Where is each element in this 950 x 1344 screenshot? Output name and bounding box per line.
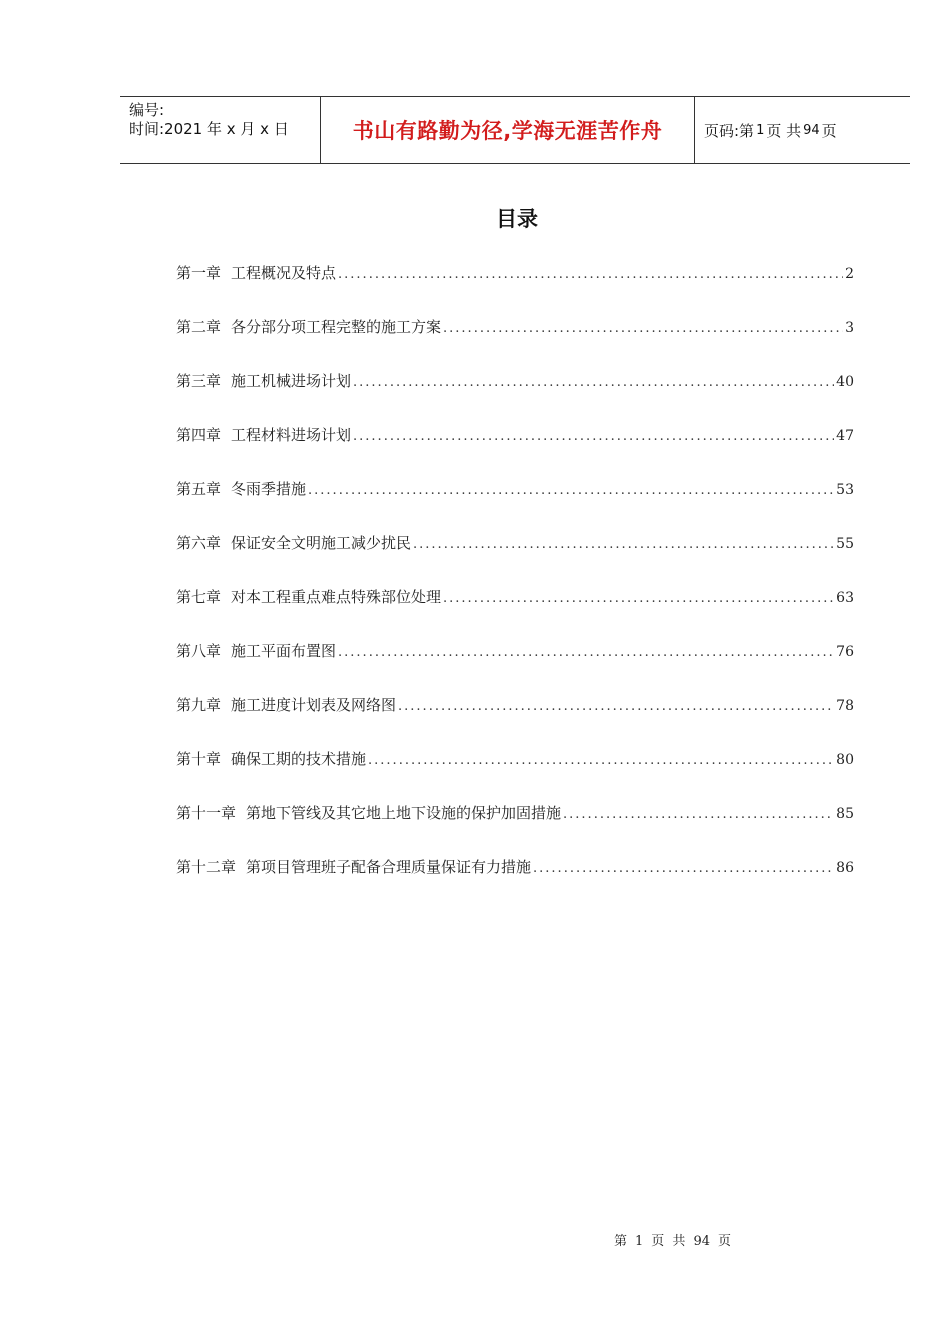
header-page-mid: 页 共 — [766, 121, 802, 140]
toc-chapter-number: 第六章 — [176, 534, 222, 552]
toc-leader-dots — [308, 483, 834, 498]
toc-entry[interactable] — [176, 532, 854, 586]
header-motto: 书山有路勤为径,学海无涯苦作舟 — [321, 97, 695, 163]
toc-entry[interactable] — [176, 802, 854, 856]
toc-page-number: 78 — [836, 698, 854, 714]
header-page-current: 1 — [756, 122, 765, 138]
toc-chapter-number: 第十章 — [176, 750, 222, 768]
toc-page-number: 76 — [836, 644, 854, 660]
header-page-prefix: 页码:第 — [704, 121, 755, 140]
toc-page-number: 63 — [836, 590, 854, 606]
toc-leader-dots — [353, 375, 834, 390]
toc-chapter-title: 施工进度计划表及网络图 — [231, 696, 397, 714]
toc-chapter-number: 第二章 — [176, 318, 222, 336]
toc-page-number: 3 — [845, 320, 854, 336]
toc-title: 目录 — [496, 207, 538, 231]
document-header — [120, 96, 910, 164]
toc-page-number: 40 — [836, 374, 854, 390]
toc-leader-dots — [443, 321, 843, 336]
toc-chapter-number: 第八章 — [176, 642, 222, 660]
toc-page-number: 86 — [836, 860, 854, 876]
table-of-contents — [176, 262, 854, 910]
toc-page-number: 80 — [836, 752, 854, 768]
toc-page-number: 55 — [836, 536, 854, 552]
toc-entry[interactable] — [176, 586, 854, 640]
footer-prefix: 第 — [614, 1234, 628, 1249]
toc-page-number: 85 — [836, 806, 854, 822]
header-page-suffix: 页 — [821, 121, 837, 140]
toc-leader-dots — [338, 267, 843, 282]
toc-chapter-title: 第项目管理班子配备合理质量保证有力措施 — [246, 858, 532, 876]
toc-chapter-number: 第十一章 — [176, 804, 237, 822]
toc-page-number: 53 — [836, 482, 854, 498]
toc-chapter-number: 第三章 — [176, 372, 222, 390]
toc-chapter-title: 工程概况及特点 — [231, 264, 337, 282]
toc-chapter-number: 第一章 — [176, 264, 222, 282]
footer-current: 1 — [635, 1234, 644, 1249]
toc-entry[interactable] — [176, 478, 854, 532]
toc-entry[interactable] — [176, 316, 854, 370]
toc-entry[interactable] — [176, 748, 854, 802]
toc-entry[interactable] — [176, 640, 854, 694]
toc-chapter-number: 第四章 — [176, 426, 222, 444]
toc-leader-dots — [353, 429, 834, 444]
toc-entry[interactable] — [176, 694, 854, 748]
toc-chapter-title: 确保工期的技术措施 — [231, 750, 367, 768]
toc-entry[interactable] — [176, 424, 854, 478]
toc-entry[interactable] — [176, 262, 854, 316]
toc-chapter-number: 第五章 — [176, 480, 222, 498]
footer-total: 94 — [693, 1234, 710, 1249]
toc-chapter-title: 对本工程重点难点特殊部位处理 — [231, 588, 442, 606]
toc-leader-dots — [443, 591, 834, 606]
toc-chapter-number: 第九章 — [176, 696, 222, 714]
page-footer — [610, 1230, 735, 1249]
toc-leader-dots — [413, 537, 834, 552]
header-page-total: 94 — [803, 122, 820, 138]
toc-chapter-number: 第十二章 — [176, 858, 237, 876]
toc-chapter-title: 冬雨季措施 — [231, 480, 307, 498]
toc-chapter-title: 各分部分项工程完整的施工方案 — [231, 318, 442, 336]
toc-chapter-title: 保证安全文明施工减少扰民 — [231, 534, 412, 552]
toc-chapter-title: 施工平面布置图 — [231, 642, 337, 660]
document-number-label: 编号: — [129, 101, 165, 119]
toc-page-number: 2 — [845, 266, 854, 282]
toc-leader-dots — [533, 861, 834, 876]
footer-mid: 页 共 — [651, 1234, 686, 1249]
toc-chapter-number: 第七章 — [176, 588, 222, 606]
toc-leader-dots — [398, 699, 834, 714]
toc-chapter-title: 施工机械进场计划 — [231, 372, 352, 390]
header-page-indicator — [695, 97, 910, 163]
toc-leader-dots — [338, 645, 834, 660]
toc-chapter-title: 第地下管线及其它地上地下设施的保护加固措施 — [246, 804, 562, 822]
toc-page-number: 47 — [836, 428, 854, 444]
toc-leader-dots — [563, 807, 834, 822]
footer-suffix: 页 — [717, 1234, 731, 1249]
toc-entry[interactable] — [176, 370, 854, 424]
toc-entry[interactable] — [176, 856, 854, 910]
header-meta — [120, 97, 321, 163]
toc-leader-dots — [368, 753, 834, 768]
document-time: 时间:2021 年 x 月 x 日 — [129, 120, 289, 138]
toc-chapter-title: 工程材料进场计划 — [231, 426, 352, 444]
